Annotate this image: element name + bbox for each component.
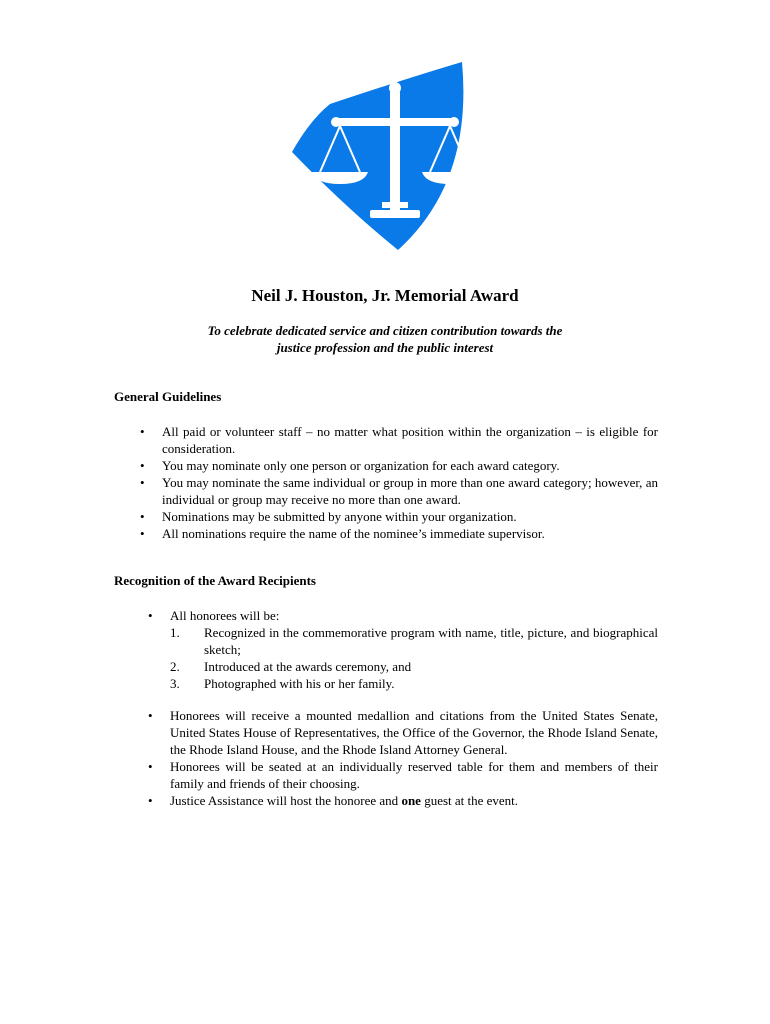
list-item-text: All honorees will be: — [170, 608, 280, 623]
page-title: Neil J. Houston, Jr. Memorial Award — [251, 286, 519, 305]
subtitle-line-2: justice profession and the public interest — [276, 340, 494, 355]
list-item — [140, 457, 658, 474]
list-item — [140, 508, 658, 525]
list-item — [148, 758, 658, 792]
bullet-icon: • — [148, 608, 153, 623]
step-text: Introduced at the awards ceremony, and — [204, 659, 412, 674]
emphasis-text: one — [401, 793, 421, 808]
recognition-heading: Recognition of the Award Recipients — [114, 573, 316, 588]
step-text: Recognized in the commemorative program with name, title, picture, and biographical sketch; — [204, 625, 658, 657]
honoree-steps-list — [170, 624, 658, 692]
list-item-text: You may nominate only one person or organization for each award category. — [162, 458, 560, 473]
general-guidelines-list — [140, 423, 658, 542]
list-item-text: Nominations may be submitted by anyone within your organization. — [162, 509, 517, 524]
bullet-icon: • — [140, 526, 145, 541]
list-item — [140, 525, 658, 542]
list-item — [140, 474, 658, 508]
list-item-text: You may nominate the same individual or group in more than one award category; however, an individual or group may receive no more than one award. — [162, 475, 658, 507]
scales-of-justice-logo — [290, 62, 480, 252]
honorees-list — [148, 607, 658, 692]
bullet-icon: • — [140, 458, 145, 473]
step-item — [170, 658, 658, 675]
bullet-icon: • — [148, 759, 153, 774]
list-item — [140, 423, 658, 457]
list-item-text: Honorees will be seated at an individually reserved table for them and members of their family and friends of their choosing. — [170, 759, 658, 791]
bullet-icon: • — [140, 424, 145, 439]
page-subtitle — [0, 322, 770, 356]
step-item — [170, 675, 658, 692]
list-item — [148, 607, 658, 692]
step-number: 3. — [170, 676, 180, 691]
list-item-text: All nominations require the name of the nominee’s immediate supervisor. — [162, 526, 545, 541]
recognition-list — [148, 707, 658, 809]
bullet-icon: • — [140, 509, 145, 524]
list-item — [148, 792, 658, 809]
subtitle-line-1: To celebrate dedicated service and citizen contribution towards the — [207, 323, 563, 338]
list-item-text-after: guest at the event. — [424, 793, 519, 808]
bullet-icon: • — [148, 708, 153, 723]
general-guidelines-heading: General Guidelines — [114, 389, 222, 404]
bullet-icon: • — [140, 475, 145, 490]
step-number: 1. — [170, 625, 180, 640]
list-item-text: Honorees will receive a mounted medallion and citations from the United States Senate, United States House of Representatives, the Office of the Governor, the Rhode Island Senate, the Rhode Island House, and the Rhode Island Attorney General. — [170, 708, 658, 757]
list-item-text: All paid or volunteer staff – no matter what position within the organization – is eligible for consideration. — [162, 424, 658, 456]
step-item — [170, 624, 658, 658]
step-number: 2. — [170, 659, 180, 674]
step-text: Photographed with his or her family. — [204, 676, 395, 691]
bullet-icon: • — [148, 793, 153, 808]
list-item-text-before: Justice Assistance will host the honoree and — [170, 793, 399, 808]
list-item — [148, 707, 658, 758]
